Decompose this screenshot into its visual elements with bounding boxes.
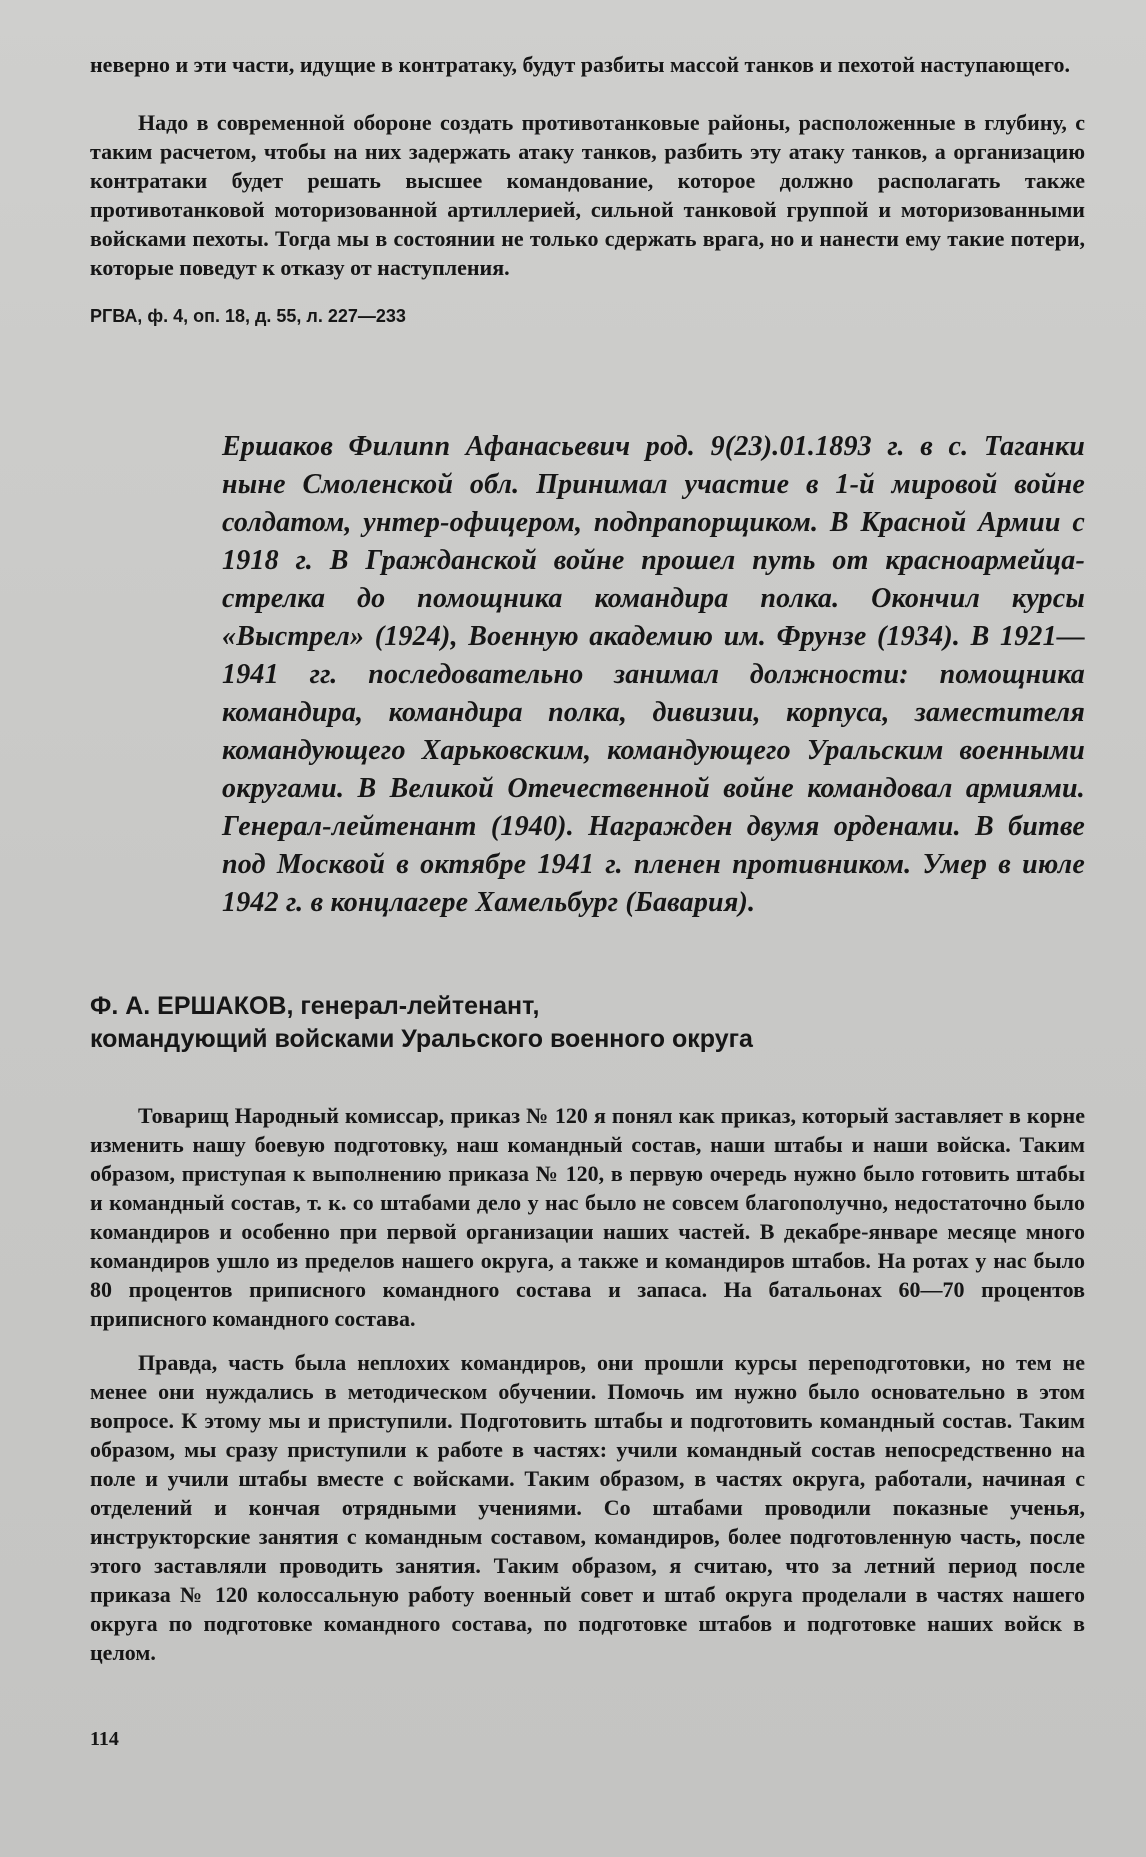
intro-paragraph-2: Надо в современной обороне создать противотанковые районы, расположенные в глубину, с таким расчетом, чтобы на них задержать атаку танков, разбить эту атаку танков, а организацию контратаки будет решать высшее командование, которое должно располагать также противотанковой моторизованной артиллерией, сильной танковой группой и моторизованными войсками пехоты. Тогда мы в состоянии не только сдержать врага, но и нанести ему такие потери, которые поведут к отказу от наступления.	[90, 110, 1085, 280]
speech-paragraph-2: Правда, часть была неплохих командиров, они прошли курсы переподготовки, но тем не менее они нуждались в методическом обучении. Помочь им нужно было основательно в этом вопросе. К этому мы и приступили. Подготовить штабы и подготовить командный состав. Таким образом, мы сразу приступили к работе в частях: учили командный состав непосредственно на поле и учили штабы вместе с войсками. Таким образом, в частях округа, работали, начиная с отделений и кончая отрядными учениями. Со штабами проводили показные ученья, инструкторские занятия с командным составом, командиров, более подготовленную часть, после этого заставляли проводить занятия. Таким образом, я считаю, что за летний период после приказа № 120 колоссальную работу военный совет и штаб округа проделали в частях нашего округа по подготовке командного состава, по подготовке штабов и подготовке наших войск в целом.	[90, 1350, 1085, 1665]
section-heading	[90, 990, 1085, 1056]
intro-paragraph-1: неверно и эти части, идущие в контратаку, будут разбиты массой танков и пехотой наступающего.	[90, 52, 1070, 77]
biographical-note: Ершаков Филипп Афанасьевич род. 9(23).01.1893 г. в с. Таганки ныне Смоленской обл. Принимал участие в 1-й мировой войне солдатом, унтер-офицером, подпрапорщиком. В Красной Армии с 1918 г. В Гражданской войне прошел путь от красноармейца-стрелка до помощника командира полка. Окончил курсы «Выстрел» (1924), Военную академию им. Фрунзе (1934). В 1921—1941 гг. последовательно занимал должности: помощника командира, командира полка, дивизии, корпуса, заместителя командующего Харьковским, командующего Уральским военными округами. В Великой Отечественной войне командовал армиями. Генерал-лейтенант (1940). Награжден двумя орденами. В битве под Москвой в октябре 1941 г. пленен противником. Умер в июле 1942 г. в концлагере Хамельбург (Бавария).	[222, 431, 1085, 918]
archive-source-reference: РГВА, ф. 4, оп. 18, д. 55, л. 227—233	[90, 306, 406, 326]
speech-paragraph-1: Товарищ Народный комиссар, приказ № 120 я понял как приказ, который заставляет в корне изменить нашу боевую подготовку, наш командный состав, наши штабы и наши войска. Таким образом, приступая к выполнению приказа № 120, в первую очередь нужно было готовить штабы и командный состав, т. к. со штабами дело у нас было не совсем благополучно, недостаточно было командиров и особенно при первой организации наших частей. В декабре-январе месяце много командиров ушло из пределов нашего округа, а также и командиров штабов. На ротах у нас было 80 процентов приписного командного состава и запаса. На батальонах 60—70 процентов приписного командного состава.	[90, 1103, 1085, 1331]
heading-line-1: Ф. А. ЕРШАКОВ, генерал-лейтенант,	[90, 992, 540, 1020]
page-number: 114	[90, 1728, 119, 1750]
heading-line-2: командующий войсками Уральского военного округа	[90, 1025, 753, 1053]
